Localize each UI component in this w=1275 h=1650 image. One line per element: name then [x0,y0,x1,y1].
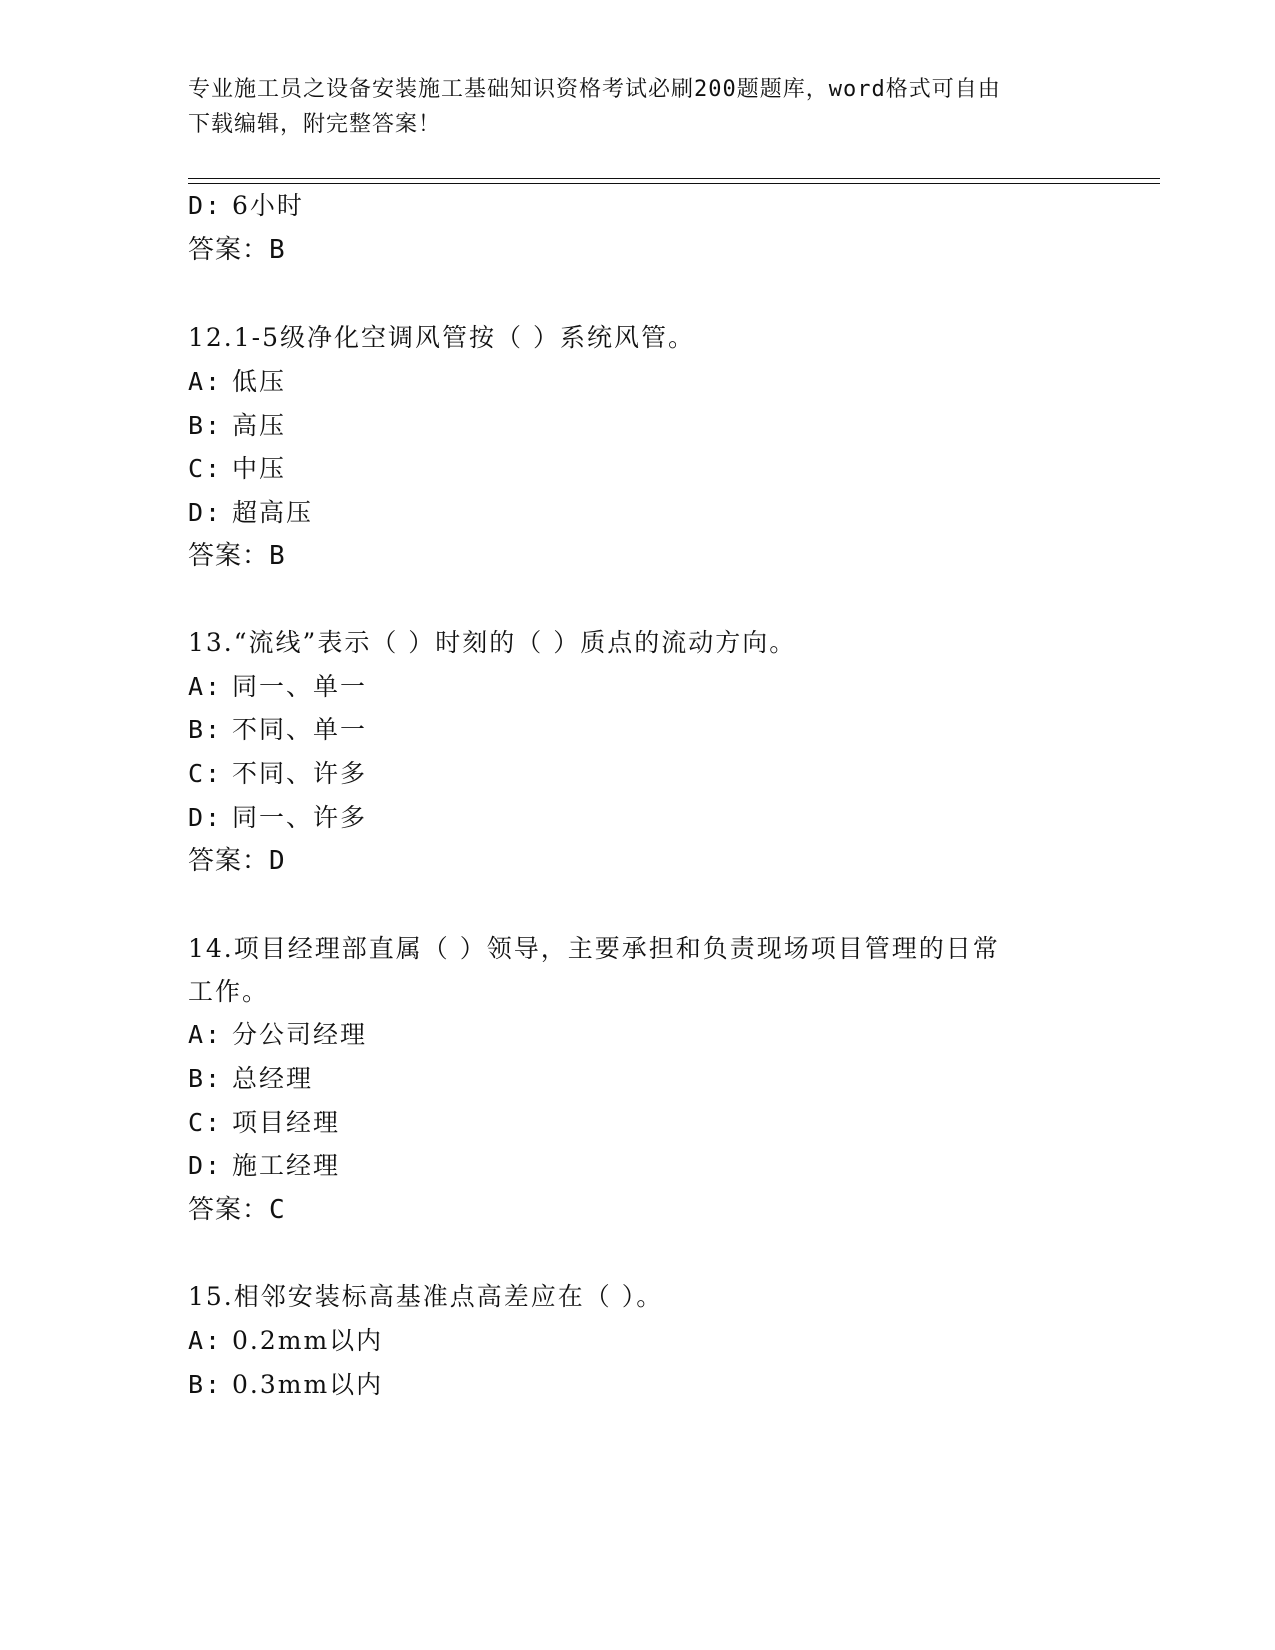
option-label: A: [188,672,223,701]
option-label: A: [188,367,223,396]
option-text: 超高压 [232,498,314,527]
option-text: 不同、许多 [232,759,368,788]
option-label: B: [188,1370,223,1399]
option-label: C: [188,759,223,788]
answer-value: C [269,1195,286,1225]
answer-label: 答案： [188,1195,270,1225]
q13-stem: 13.“流线”表示（ ）时刻的（ ）质点的流动方向。 [188,628,797,657]
option-label: B: [188,411,223,440]
q13-option-a [188,671,367,703]
option-label: B: [188,1064,223,1093]
option-text: 同一、许多 [232,803,368,832]
header-line-1: 专业施工员之设备安装施工基础知识资格考试必刷200题题库，word格式可自由 [188,77,1001,102]
option-label: D: [188,191,223,220]
option-text: 高压 [232,411,287,440]
option-text: 项目经理 [232,1108,341,1137]
answer-value: B [269,541,286,571]
option-label: A: [188,1020,223,1049]
q11-option-d [188,190,304,222]
q15-option-b [188,1369,383,1401]
header-divider-top [188,178,1160,179]
option-text: 低压 [232,367,287,396]
answer-value: D [269,846,286,876]
header-divider-bottom [188,183,1160,184]
q13-option-c [188,758,367,790]
q14-stem-line-1: 14.项目经理部直属（ ）领导，主要承担和负责现场项目管理的日常 [188,934,1000,963]
q14-stem-line-2: 工作。 [188,977,270,1006]
option-label: B: [188,715,223,744]
option-text: 中压 [232,454,287,483]
q11-answer [188,234,286,266]
q12-stem: 12.1-5级净化空调风管按（ ）系统风管。 [188,323,695,352]
option-label: C: [188,1108,223,1137]
answer-label: 答案： [188,541,270,571]
q14-answer [188,1194,286,1226]
document-header [188,72,1088,142]
option-text: 0.2mm以内 [232,1326,384,1355]
q12-option-c [188,453,286,485]
option-text: 分公司经理 [232,1020,368,1049]
q12-option-d [188,497,313,529]
answer-label: 答案： [188,235,270,265]
q14-option-c [188,1107,340,1139]
q12-option-a [188,366,286,398]
option-text: 总经理 [232,1064,314,1093]
q14-option-a [188,1019,367,1051]
q12-answer [188,540,286,572]
option-label: C: [188,454,223,483]
option-text: 6小时 [232,191,304,220]
q13-option-b [188,714,367,746]
q15-stem: 15.相邻安装标高基准点高差应在（ ）。 [188,1282,664,1311]
answer-label: 答案： [188,846,270,876]
option-text: 同一、单一 [232,672,368,701]
option-label: D: [188,1151,223,1180]
option-text: 不同、单一 [232,715,368,744]
option-text: 0.3mm以内 [232,1370,384,1399]
q13-answer [188,845,286,877]
q12-option-b [188,410,286,442]
q15-option-a [188,1325,383,1357]
option-label: D: [188,803,223,832]
q13-option-d [188,802,367,834]
q14-option-b [188,1063,313,1095]
answer-value: B [269,235,286,265]
q14-option-d [188,1150,340,1182]
header-line-2: 下载编辑，附完整答案！ [188,112,442,137]
option-text: 施工经理 [232,1151,341,1180]
option-label: D: [188,498,223,527]
option-label: A: [188,1326,223,1355]
